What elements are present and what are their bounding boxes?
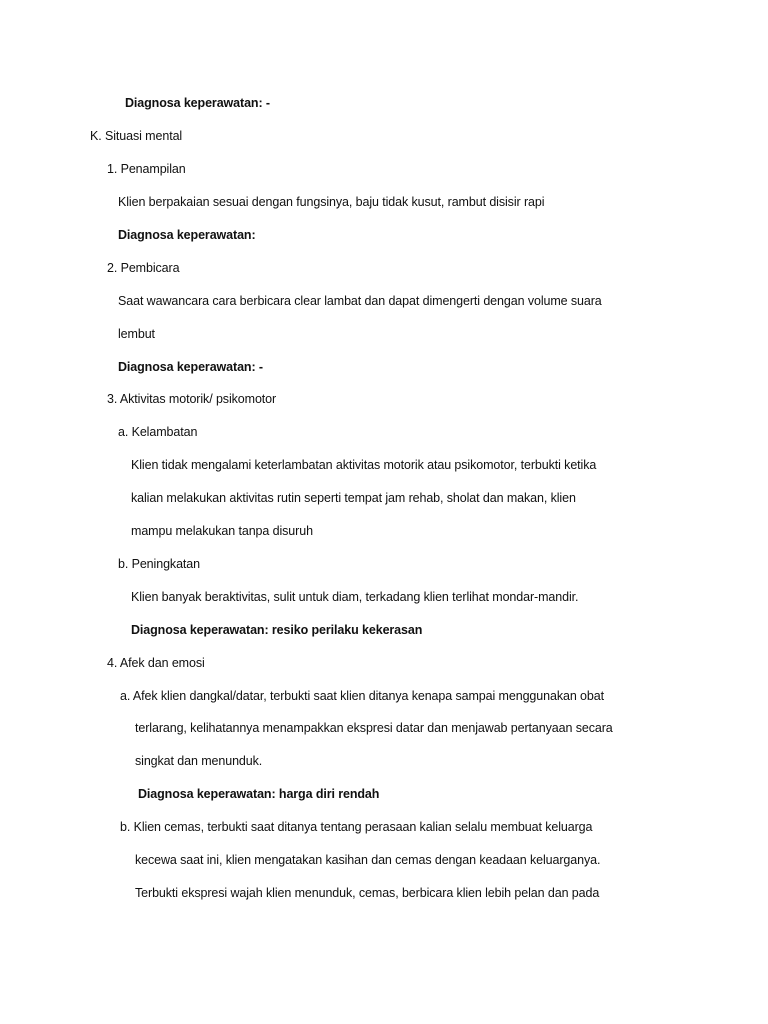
item-heading: 1. Penampilan (107, 162, 186, 176)
item-heading: 4. Afek dan emosi (107, 656, 205, 670)
paragraph-line: b. Klien cemas, terbukti saat ditanya tentang perasaan kalian selalu membuat keluarga (120, 820, 593, 834)
item-heading: 3. Aktivitas motorik/ psikomotor (107, 392, 277, 406)
diagnosis-line: Diagnosa keperawatan: - (125, 96, 270, 110)
paragraph-line: a. Afek klien dangkal/datar, terbukti saat klien ditanya kenapa sampai menggunakan obat (120, 689, 604, 703)
paragraph-line: Klien tidak mengalami keterlambatan aktivitas motorik atau psikomotor, terbukti ketika (131, 458, 597, 472)
subitem-heading: a. Kelambatan (118, 425, 198, 439)
paragraph-line: lembut (118, 327, 155, 341)
paragraph-line: terlarang, kelihatannya menampakkan ekspresi datar dan menjawab pertanyaan secara (135, 721, 613, 735)
paragraph-line: kecewa saat ini, klien mengatakan kasihan dan cemas dengan keadaan keluarganya. (135, 853, 601, 867)
diagnosis-line: Diagnosa keperawatan: (118, 228, 256, 242)
paragraph-line: singkat dan menunduk. (135, 754, 263, 768)
paragraph-line: mampu melakukan tanpa disuruh (131, 524, 313, 538)
subitem-heading: b. Peningkatan (118, 557, 200, 571)
diagnosis-line: Diagnosa keperawatan: resiko perilaku kekerasan (131, 623, 423, 637)
section-heading: K. Situasi mental (90, 129, 183, 143)
diagnosis-line: Diagnosa keperawatan: harga diri rendah (138, 787, 380, 801)
paragraph-line: kalian melakukan aktivitas rutin seperti tempat jam rehab, sholat dan makan, klien (131, 491, 576, 505)
item-heading: 2. Pembicara (107, 261, 180, 275)
paragraph-line: Klien berpakaian sesuai dengan fungsinya, baju tidak kusut, rambut disisir rapi (118, 195, 545, 209)
diagnosis-line: Diagnosa keperawatan: - (118, 360, 263, 374)
paragraph-line: Terbukti ekspresi wajah klien menunduk, cemas, berbicara klien lebih pelan dan pada (135, 886, 600, 900)
paragraph-line: Klien banyak beraktivitas, sulit untuk diam, terkadang klien terlihat mondar-mandir. (131, 590, 579, 604)
paragraph-line: Saat wawancara cara berbicara clear lambat dan dapat dimengerti dengan volume suara (118, 294, 602, 308)
